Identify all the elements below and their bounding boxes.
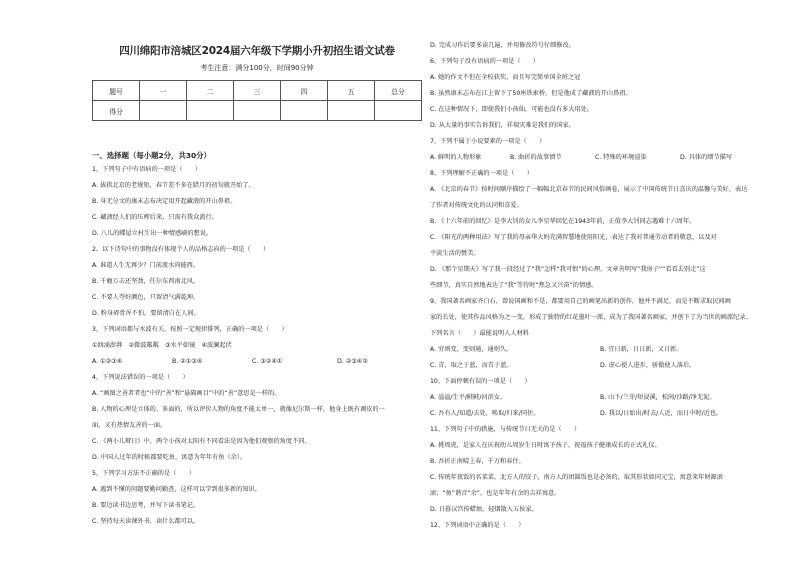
score-row-label: 得分 [93, 101, 140, 121]
option-text: B. 宜日新，日日新，又日新。 [600, 346, 683, 353]
score-cell[interactable] [375, 101, 422, 121]
option-text: A. 鲜明的人物形象 [430, 154, 482, 161]
option-text: A. 溢溢/生平/鲑鲑/河滨女。 [430, 394, 507, 401]
option-text: B. 虽然康未志布在江上留下了50座铁索桥，但是他成了藏液的开山鼻祖。 [430, 90, 632, 97]
score-header-cell: 三 [234, 81, 281, 101]
question-text: 10、下面停顿有误的一项是（ ） [430, 378, 531, 385]
score-table [92, 80, 422, 121]
option-text: D. 八儿的蝶屋立村生出一种情感刷的想说。 [92, 230, 213, 237]
question-text: 家的长处，使其作品风格为之一变，形成了独特的红花墨叶一派，成为了我国著名画家，并创下了为当世的画派纪录。 [430, 314, 752, 321]
option-text: D. 从大量的事实告诉我们，祥瑞灾难是我们的国家。 [430, 122, 575, 129]
option-text: D. 我以/日始出/时去/人近，而日中时/近也。 [600, 410, 723, 417]
score-header-cell: 五 [328, 81, 375, 101]
score-header-cell: 四 [281, 81, 328, 101]
option-text: A. 她的作文不但在全校获奖，而且写完简单国全班之冠 [430, 74, 581, 81]
option-text: C. 《两小儿辩日》中，两个小孩对太阳有不同看法是因为他们观察的角度不同。 [92, 438, 311, 445]
score-header-cell: 总分 [375, 81, 422, 101]
option-text: D. 中国人过年的时候都要吃鱼，寓意为年年有鱼（余）。 [92, 454, 247, 461]
option-text: B. 山下/兰芽/短浸溪，松间/沙路/净无泥。 [600, 394, 716, 401]
option-text: D. 完成习作后要多读几遍，并用修改符号仔细修改。 [430, 42, 575, 49]
score-header-cell: 二 [187, 81, 234, 101]
option-text: C. 《阳光的两种用法》写了我的母亲华大妈充满智慧地使用阳光，表达了我对普通劳动者的敬意，以及对 [430, 234, 717, 241]
option-text: A. 谁道人生无再少？门前流水尚能西。 [92, 262, 200, 269]
option-text: B. 曲折的故事情节 [510, 154, 562, 161]
exam-notice: 考生注意：满分100分，时间90分钟 [200, 64, 314, 72]
option-text: B. 《十六年前的回忆》是李大钊的女儿李星华回忆在1943年前，正值李大钊同志遇难十六周年。 [430, 218, 696, 225]
option-text: D. 《那个星期天》写了我一段经过了“我”怎样“我可恨”的心理，文章善明写“我房子”“看看去别走”这 [430, 266, 706, 273]
option-text: D. 具体的细节描写 [680, 154, 733, 161]
option-text: 平淡生活的赞美。 [430, 250, 480, 257]
option-text: B. 身无分文的康未志布决定用开起藏液的开山鼻祖。 [92, 198, 237, 205]
score-cell[interactable] [187, 101, 234, 121]
option-text: C. ③②④① [252, 358, 283, 365]
option-text: D. 虚心使人进步，骄傲使人落后。 [600, 362, 696, 369]
score-table-header-row [93, 81, 422, 101]
score-cell[interactable] [328, 101, 375, 121]
page-title: 四川绵阳市涪城区2024届六年级下学期小升初招生语文试卷 [119, 45, 395, 57]
option-text: C. 吾有人/知道/去处，唤取/归来/同住。 [430, 410, 540, 417]
option-text: A. 穷则变，变则通，通则久。 [430, 346, 513, 353]
question-text: 下列名言（ ）最能说明人人材料 [430, 330, 529, 337]
option-text: A. 挑周虎，是家人在庆祝幼儿周岁生日时寓予孩子，祝福孩子健康成长的正式礼仪。 [430, 442, 661, 449]
option-text: D. ②③④① [337, 358, 368, 365]
question-text: 2、以下诗句中的事物没有体现个人的品格志向的一项是（ ） [92, 246, 270, 253]
question-text: 7、下列不属于小说要素的一项是（ ） [430, 138, 546, 145]
option-text: A. “画图之善者者也”中的“善”和“悬隔画目”中的“善”意思是一样的。 [92, 390, 281, 397]
score-table-score-row [93, 101, 422, 121]
question-text: 11、下列句子中的措施，与传统节日无关的是（ ） [430, 426, 581, 433]
option-text: C. 在这种情况下，即使我们小孩仙，可能也没有多大用处。 [430, 106, 593, 113]
question-text: 6、下列句子没有语病的一项是（ ） [430, 58, 540, 65]
question-text: 9、我国著名画家齐白石，曾说国画和不是，都要用自己的画笔出新的创作，他并不满足，而是不断求取民间画 [430, 298, 731, 305]
option-text: C. 不要人夸好颜色，只留清气满乾坤。 [92, 294, 200, 301]
option-text: A. ①②③④ [92, 358, 123, 365]
option-text: C. 传统年夜饭的名菜菜，北方人的饺子，南方人的团圆饭也是必备的，取其形状如同元宝，寓意来年财源滚 [430, 474, 723, 481]
option-text: B. 人物的心理是立体的、多面的，所以评价人物的角度不能太单一，就像尼尔斯一样，他身上既有调皮的一 [92, 406, 385, 413]
option-text: C. 坚持每天读课外书，读什么都可以。 [92, 518, 200, 525]
question-text: 1、下列句子中有语病的一项是（ ） [92, 166, 202, 173]
question-text: 12、下列词语中正确的是（ ） [430, 522, 525, 529]
question-text: 8、下列理解不正确的一项是（ ） [430, 170, 533, 177]
score-header-cell: 题号 [93, 81, 140, 101]
option-text: A. 拔拱北京的老规矩，春节差不多在腊月的初旬就开始了。 [92, 182, 255, 189]
option-text: D. 日暮汉宫传蜡烛，轻烟散入五侯家。 [430, 506, 538, 513]
question-text: ①汹涌澎湃 ②微波粼粼 ③水平如镜 ④波澜起伏 [92, 342, 232, 349]
option-text: B. 要边读书边思考，并写下读书笔记。 [92, 502, 200, 509]
question-text: 4、下列说法错误的一项是（ ） [92, 374, 189, 381]
option-text: A. 《北京的春节》按时间顺序描绘了一幅幅北京春节的民间风俗画卷，展示了中国传统节日喜庆的温馨与美好，表达 [430, 186, 748, 193]
question-text: 5、下列学习方法不正确的是（ ） [92, 470, 195, 477]
score-cell[interactable] [234, 101, 281, 121]
score-header-cell: 一 [140, 81, 187, 101]
score-cell[interactable] [140, 101, 187, 121]
option-text: C. 青，取之于蓝，而青于蓝。 [430, 362, 513, 369]
option-text: D. 粉身碎骨浑不怕，要留清白在人间。 [92, 310, 200, 317]
option-text: C. 藏液经人们的压榨后来，只需有我众流行。 [92, 214, 218, 221]
section-heading: 一、选择题（每小题2分，共30分） [92, 151, 211, 160]
option-text: 面，又有热情友善的一面。 [92, 422, 167, 429]
option-text: 滚；“鱼”谐音“余”，也是年年有余的吉祥寓意。 [430, 490, 561, 497]
option-text: A. 遇到不懂的问题要勤问勤查，这样可以学到很多新的知识。 [92, 486, 261, 493]
question-text: 3、下列词语都与水波有关，按照一定规律排列，正确的一项是（ ） [92, 326, 288, 333]
option-text: 些细节，真实自然地表达了“我”等待时“焦急又兴奋”的情感。 [430, 282, 598, 289]
score-cell[interactable] [281, 101, 328, 121]
option-text: C. 特殊的环境渲染 [595, 154, 647, 161]
option-text: 了作者对传统文化的认同和喜爱。 [430, 202, 523, 209]
option-text: B. 吾折正南晴上春，千万和春住。 [430, 458, 525, 465]
option-text: B. 千磨万击还坚劲，任尔东西南北风。 [92, 278, 200, 285]
option-text: B. ②①③④ [172, 358, 203, 365]
